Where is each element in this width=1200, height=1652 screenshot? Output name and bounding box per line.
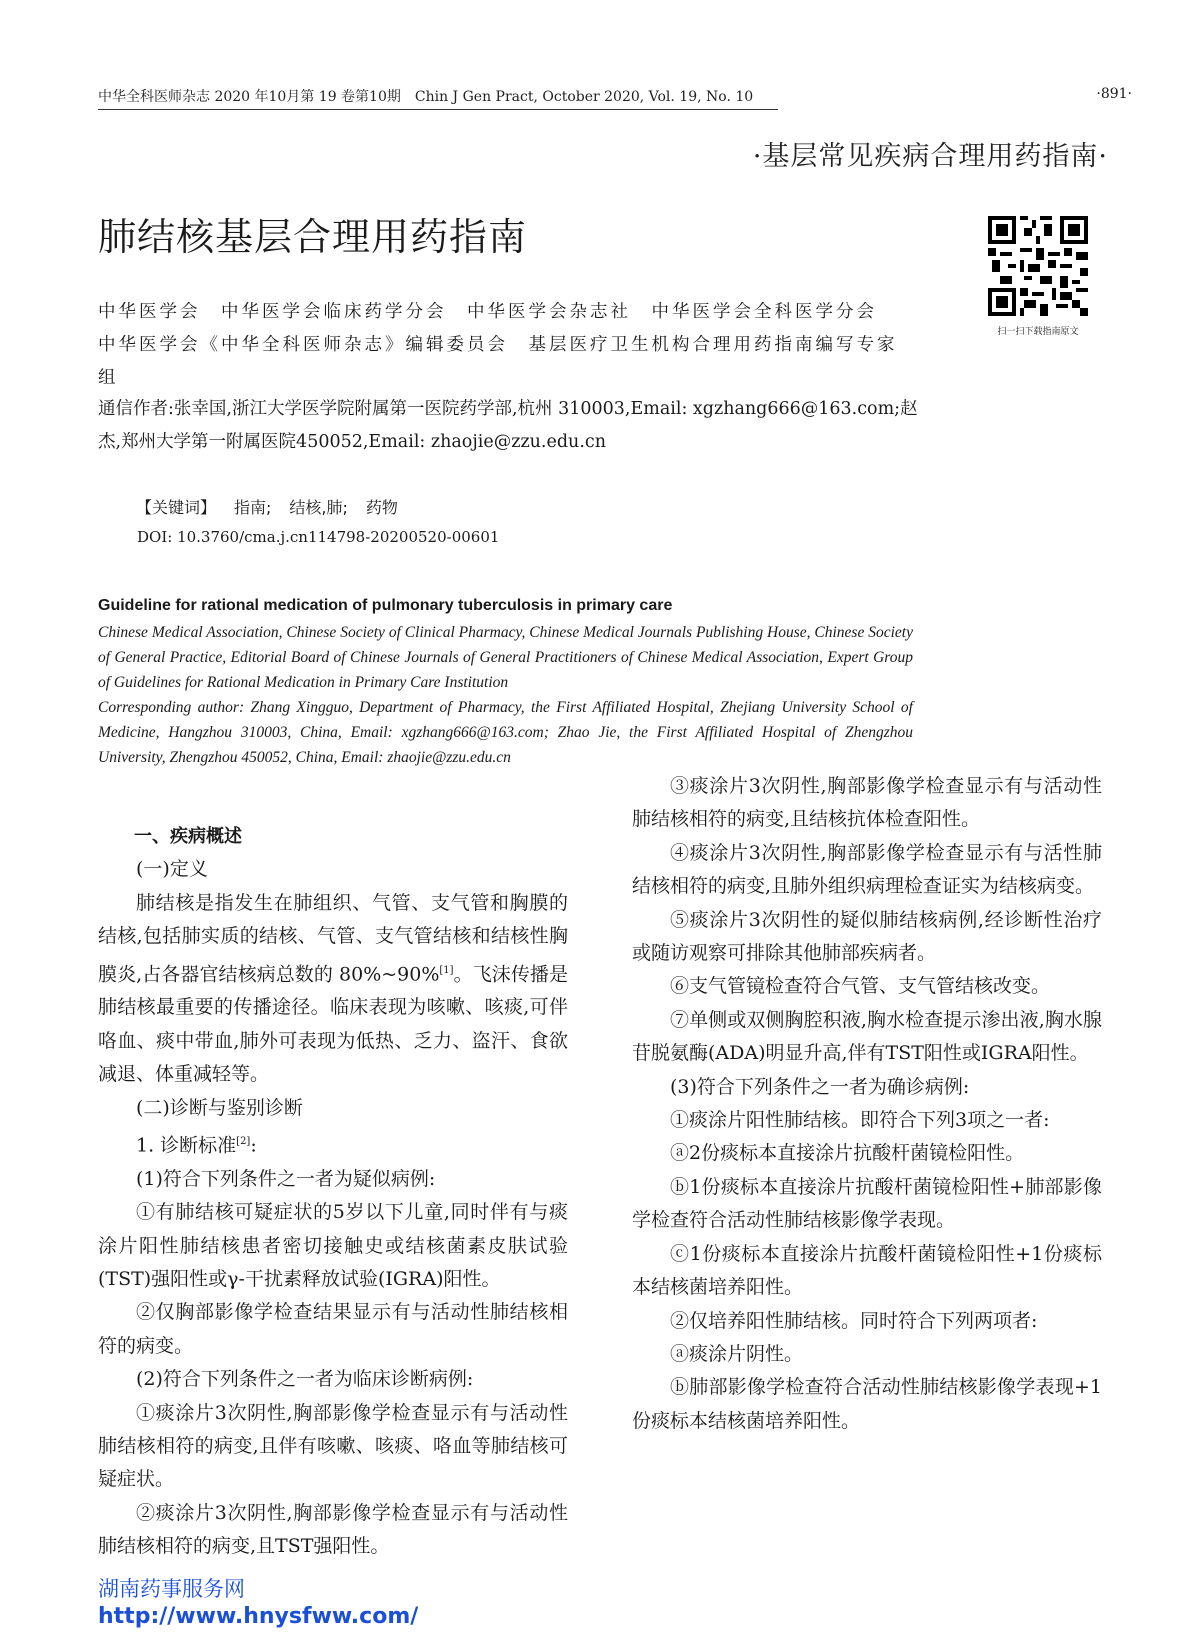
paragraph-definition xyxy=(98,887,568,1092)
watermark-url[interactable]: http://www.hnysfww.com/ xyxy=(98,1604,419,1629)
body-column-right xyxy=(632,770,1102,1438)
body-column-left xyxy=(98,820,568,1564)
section-banner: ·基层常见疾病合理用药指南· xyxy=(752,141,1108,172)
criteria-item: ①痰涂片阳性肺结核。即符合下列3项之一者: xyxy=(670,1109,1050,1132)
criteria-item: ④痰涂片3次阴性,胸部影像学检查显示有与活性肺结核相符的病变,且肺外组织病理检查证实为结核病变。 xyxy=(632,841,1102,898)
english-authors: Chinese Medical Association, Chinese Society of Clinical Pharmacy, Chinese Medical Journals Publishing House, Chinese Society of General Practice, Editorial Board of Chinese Journals of General Practitioners of Chinese Medical Association, Expert Group of Guidelines for Rational Medication in Primary Care Institution xyxy=(98,624,913,691)
qr-code-block xyxy=(983,216,1093,337)
author-list: 中华医学会 中华医学会临床药学分会 中华医学会杂志社 中华医学会全科医学分会 中华医学会《中华全科医师杂志》编辑委员会 基层医疗卫生机构合理用药指南编写专家组 xyxy=(98,302,898,388)
criteria-heading-text: 1. 诊断标准 xyxy=(136,1134,237,1157)
criteria-item: ②仅胸部影像学检查结果显示有与活动性肺结核相符的病变。 xyxy=(98,1301,568,1357)
criteria-item: ⑥支气管镜检查符合气管、支气管结核改变。 xyxy=(670,975,1051,998)
site-watermark xyxy=(98,1575,418,1631)
criteria-item: ⑤痰涂片3次阴性的疑似肺结核病例,经诊断性治疗或随访观察可排除其他肺部疾病者。 xyxy=(632,908,1102,965)
keywords xyxy=(136,495,416,518)
journal-running-header: 中华全科医师杂志 2020 年10月第 19 卷第10期 Chin J Gen Pract, October 2020, Vol. 19, No. 10 xyxy=(98,86,778,110)
qr-caption: 扫一扫下载指南原文 xyxy=(997,327,1079,337)
paragraph-text: 肺结核是指发生在肺组织、气管、支气管和胸膜的结核,包括肺实质的结核、气管、支气管结核和结核性胸膜炎,占各器官结核病总数的 80%~90% xyxy=(98,891,568,985)
criteria-item: ②仅培养阳性肺结核。同时符合下列两项者: xyxy=(670,1309,1038,1332)
criteria-subitem: ⓒ1份痰标本直接涂片抗酸杆菌镜检阳性+1份痰标本结核菌培养阳性。 xyxy=(632,1242,1102,1299)
page-number: ·891· xyxy=(1096,86,1132,102)
criteria-group-heading: (1)符合下列条件之一者为疑似病例: xyxy=(136,1167,436,1190)
english-corresponding: Corresponding author: Zhang Xingguo, Department of Pharmacy, the First Affiliated Hospital, Zhejiang University School of Medicine, Hangzhou 310003, China, Email: xgzhang666@163.com; Zhao Jie, the First Affiliated Hospital of Zhengzhou University, Zhengzhou 450052, China, Email: zhaojie@zzu.edu.cn xyxy=(98,699,913,766)
keywords-label: 【关键词】 xyxy=(136,498,217,517)
english-title: Guideline for rational medication of pulmonary tuberculosis in primary care xyxy=(98,597,673,614)
keyword-item: 药物 xyxy=(365,498,398,517)
english-authors-block xyxy=(98,620,913,770)
citation-ref: [2] xyxy=(236,1135,251,1147)
corresponding-author: 通信作者:张幸国,浙江大学医学院附属第一医院药学部,杭州 310003,Email: xgzhang666@163.com;赵杰,郑州大学第一附属医院450052,Email: zhaojie@zzu.edu.cn xyxy=(98,399,918,452)
subsection-heading: (一)定义 xyxy=(136,858,208,881)
criteria-group-heading: (3)符合下列条件之一者为确诊病例: xyxy=(670,1075,970,1098)
criteria-heading-colon: : xyxy=(250,1134,257,1157)
criteria-subitem: ⓑ肺部影像学检查符合活动性肺结核影像学表现+1份痰标本结核菌培养阳性。 xyxy=(632,1376,1102,1432)
criteria-item: ②痰涂片3次阴性,胸部影像学检查显示有与活动性肺结核相符的病变,且TST强阳性。 xyxy=(98,1501,568,1558)
keyword-item: 指南; xyxy=(234,498,272,517)
citation-ref: [1] xyxy=(439,964,454,976)
paragraph-text: 。飞沫传播是肺结核最重要的传播途径。临床表现为咳嗽、咳痰,可伴咯血、痰中带血,肺外可表现为低热、乏力、盗汗、食欲减退、体重减轻等。 xyxy=(98,962,568,1086)
criteria-item: ①痰涂片3次阴性,胸部影像学检查显示有与活动性肺结核相符的病变,且伴有咳嗽、咳痰、咯血等肺结核可疑症状。 xyxy=(98,1401,568,1491)
criteria-heading xyxy=(98,1125,568,1163)
doi: DOI: 10.3760/cma.j.cn114798-20200520-00601 xyxy=(137,528,500,546)
qr-code-icon xyxy=(988,216,1088,316)
article-title: 肺结核基层合理用药指南 xyxy=(98,215,528,259)
criteria-group-heading: (2)符合下列条件之一者为临床诊断病例: xyxy=(136,1368,474,1391)
criteria-item: ①有肺结核可疑症状的5岁以下儿童,同时伴有与痰涂片阳性肺结核患者密切接触史或结核菌素皮肤试验(TST)强阳性或γ-干扰素释放试验(IGRA)阳性。 xyxy=(98,1201,568,1290)
keyword-item: 结核,肺; xyxy=(289,498,348,517)
criteria-item: ③痰涂片3次阴性,胸部影像学检查显示有与活动性肺结核相符的病变,且结核抗体检查阳性。 xyxy=(632,775,1102,831)
criteria-item: ⑦单侧或双侧胸腔积液,胸水检查提示渗出液,胸水腺苷脱氨酶(ADA)明显升高,伴有TST阳性或IGRA阳性。 xyxy=(632,1008,1102,1065)
criteria-subitem: ⓐ痰涂片阴性。 xyxy=(670,1342,804,1365)
section-heading: 一、疾病概述 xyxy=(134,826,242,847)
subsection-heading: (二)诊断与鉴别诊断 xyxy=(136,1096,303,1119)
watermark-name: 湖南药事服务网 xyxy=(98,1577,245,1601)
criteria-subitem: ⓐ2份痰标本直接涂片抗酸杆菌镜检阳性。 xyxy=(670,1142,1025,1165)
criteria-subitem: ⓑ1份痰标本直接涂片抗酸杆菌镜检阳性+肺部影像学检查符合活动性肺结核影像学表现。 xyxy=(632,1175,1102,1232)
